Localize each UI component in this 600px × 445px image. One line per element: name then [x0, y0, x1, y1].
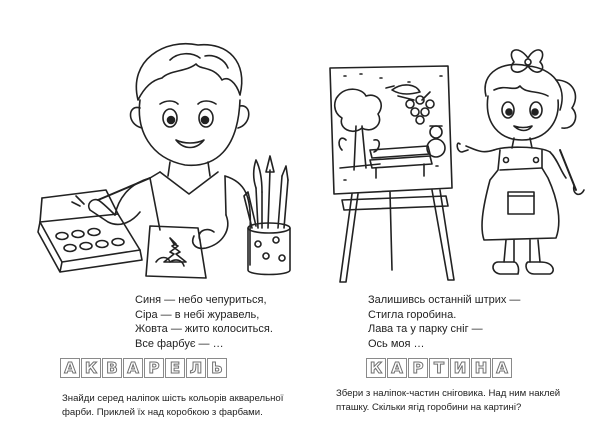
task-text-right: Збери з наліпок-частин сніговика. Над ним наклей пташку. Скільки ягід горобини на картині? — [336, 388, 561, 413]
answer-word-right — [366, 358, 513, 378]
poem-line: Все фарбує — … — [135, 337, 224, 350]
letter-cell: А — [492, 358, 512, 378]
drawing-paper — [146, 226, 206, 278]
girl-illustration — [457, 50, 584, 274]
letter-cell: А — [123, 358, 143, 378]
answer-word-left — [60, 358, 228, 378]
letter-cell: Р — [144, 358, 164, 378]
pencil-cup — [248, 228, 290, 275]
poem-right — [368, 293, 520, 351]
boy-hair — [136, 44, 241, 100]
letter-cell: И — [450, 358, 470, 378]
letter-cell: Ь — [207, 358, 227, 378]
letter-cell: Е — [165, 358, 185, 378]
poem-line: Сіра — в небі журавель, — [135, 308, 260, 321]
poem-line: Синя — небо чепуриться, — [135, 294, 267, 306]
boy-illustration — [38, 44, 290, 278]
poem-line: Стигла горобина. — [368, 308, 457, 321]
poem-line: Жовта — жито колоситься. — [135, 323, 273, 335]
letter-cell: Л — [186, 358, 206, 378]
letter-cell: А — [60, 358, 80, 378]
easel-illustration — [330, 66, 454, 282]
poem-left — [135, 293, 273, 351]
bird — [392, 85, 420, 94]
girl-face — [487, 96, 558, 140]
task-text-left: Знайди серед наліпок шість кольорів акварельної фарби. Приклей їх над коробкою з фарбами. — [62, 393, 284, 418]
boy-face — [139, 100, 240, 165]
poem-line: Лава та у парку сніг — — [368, 323, 483, 335]
letter-cell: Т — [429, 358, 449, 378]
poem-line: Залишивсь останній штрих — — [368, 294, 521, 306]
letter-cell: Н — [471, 358, 491, 378]
girl-dress — [482, 150, 559, 240]
hair-bow — [511, 50, 542, 72]
letter-cell: В — [102, 358, 122, 378]
poem-line: Ось моя … — [368, 337, 425, 350]
letter-cell: К — [366, 358, 386, 378]
letter-cell: А — [387, 358, 407, 378]
letter-cell: К — [81, 358, 101, 378]
letter-cell: Р — [408, 358, 428, 378]
paint-box — [40, 214, 140, 262]
